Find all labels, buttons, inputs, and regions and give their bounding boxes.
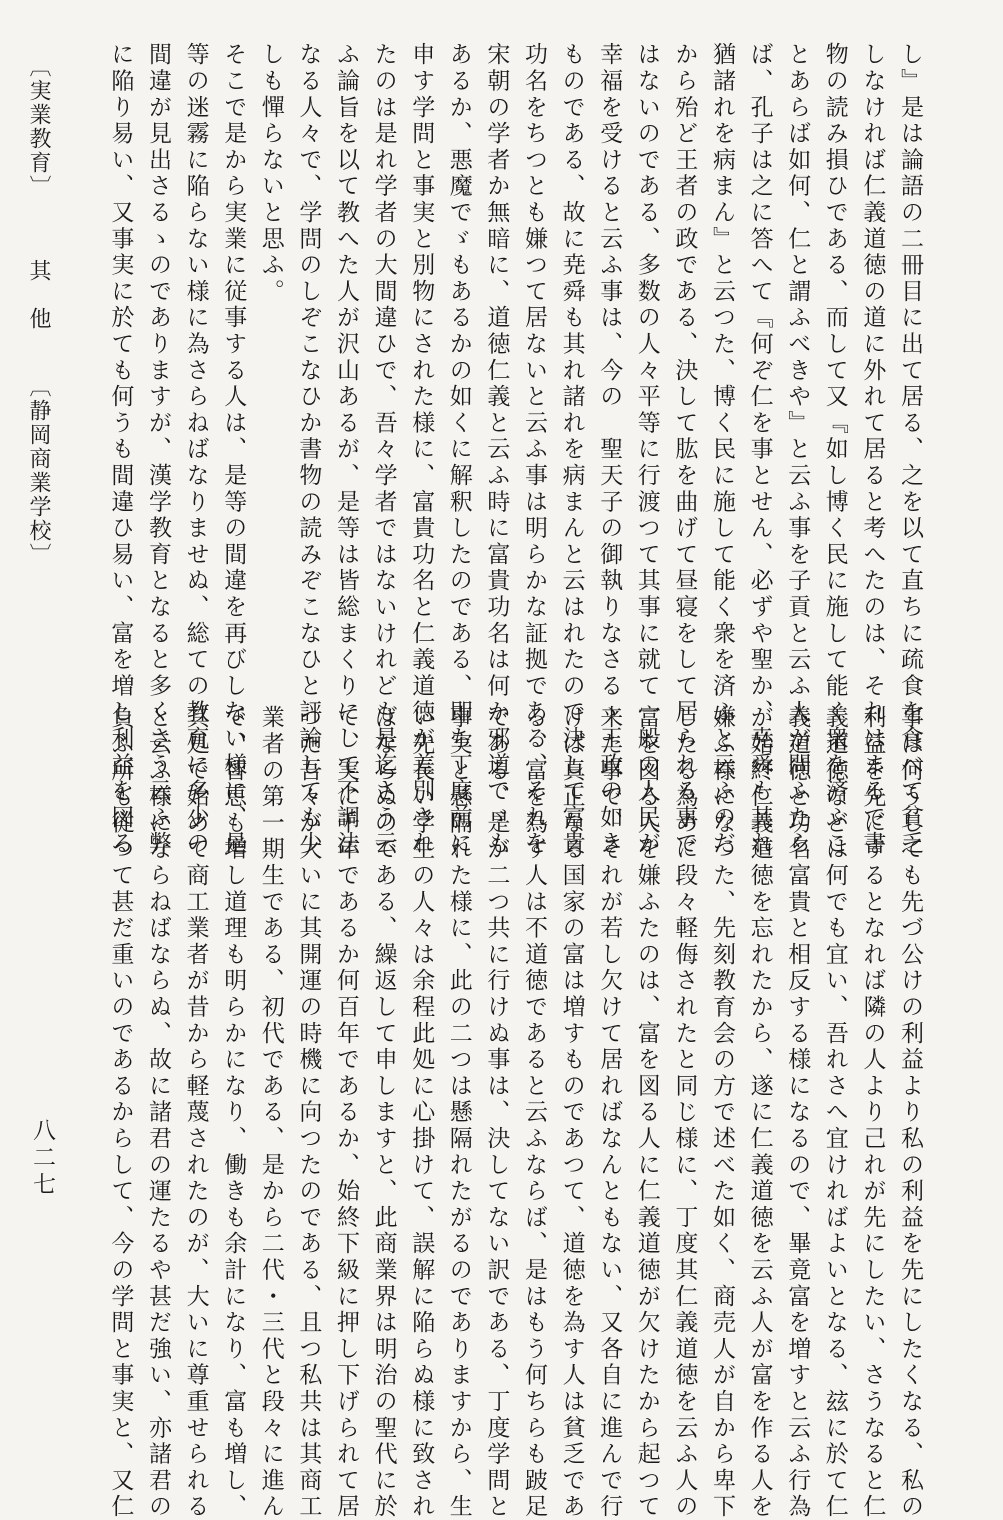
text-column: で、智恵も増し道理も明らかになり、働きも余計になり、富も増し、: [220, 705, 247, 1520]
page-number: 八二七: [29, 1118, 55, 1199]
text-column: 来た事で、それが若し欠けて居ればなんともない、又各自に進んで行: [596, 705, 623, 1520]
text-column: 間違が見出さるゝのでありますが、漢学教育となると多くさう云ふ弊: [145, 42, 171, 858]
text-column: ふ論旨を以て教へた人が沢山あるが、是等は皆総まくりにして不調法: [333, 42, 359, 858]
text-column: ばならぬのである、繰返して申しますと、此商業界は明治の聖代に於: [370, 705, 397, 1520]
text-column: なる人々で、学問のしぞこなひか書物の読みぞこなひと評論しても少: [295, 42, 322, 858]
text-column: が始終仁義道徳を忘れたから、遂に仁義道徳を云ふ人が富を作る人を: [746, 705, 773, 1520]
text-column: から殆ど王者の政である、決して肱を曲げて昼寝をして居られる事で: [671, 42, 698, 858]
text-column: 事実と懸隔れた様に、此の二つは懸隔れたがるのでありますから、生: [445, 705, 472, 1520]
text-column: 業者の第一期生である、初代である、是から二代・三代と段々に進ん: [257, 705, 284, 1520]
header-right: 〔静岡商業学校〕: [26, 375, 51, 567]
text-column: である、是が二つ共に行けぬ事は、決してない訳である、丁度学問と: [483, 705, 510, 1520]
page-header: [23, 55, 54, 567]
text-column: て、実に千年であるか何百年であるか、始終下級に押し下げられて居: [333, 705, 359, 1520]
text-column: 功名をちつとも嫌つて居ないと云ふ事は明らかな証拠である、それを: [521, 42, 547, 858]
text-column: ものである、故に尭舜も其れ諸れを病まんと云はれたので決して富貴: [558, 42, 585, 858]
text-column: 負ふ所も従つて甚だ重いのであるからして、今の学問と事実と、又仁: [107, 705, 134, 1520]
text-column: と云ふ様にならねばならぬ、故に諸君の運たるや甚だ強い、亦諸君の: [145, 705, 171, 1520]
text-column: 等の迷霧に陥らない様に為さらねばなりませぬ、総ての教育に多少の: [182, 42, 209, 858]
text-column: つた吾々が大いに其開運の時機に向つたのである、且つ私共は其商工: [295, 705, 322, 1520]
text-column: し』是は論語の二冊目に出て居る、之を以て直ちに疏食を食べて貧乏: [897, 42, 923, 858]
text-column: 義道徳などは何でも宜い、吾れさへ宜ければよいとなる、玆に於て仁: [821, 705, 848, 1520]
text-column: そこで是から実業に従事する人は、是等の間違を再びしない様に、是: [220, 42, 247, 858]
text-column: 物の読み損ひである、而して又『如し博く民に施して能く衆を済ふこ: [821, 42, 848, 858]
text-column: に陥り易い、又事実に於ても何うも間違ひ易い、富を増し利益を図る: [107, 42, 134, 858]
text-column: 利益を先にするとなれば隣の人より己れが先にしたい、さうなると仁: [859, 705, 886, 1520]
text-column: 宋朝の学者か無暗に、道徳仁義と云ふ時に富貴功名は何か邪道でゞも: [483, 42, 510, 858]
text-column: 申す学問と事実と別物にされた様に、富貴功名と仁義道徳が差別され: [408, 42, 435, 858]
text-column: しなければ仁義道徳の道に外れて居ると考へたのは、それはまるで書: [859, 42, 886, 858]
header-left: 〔実業教育〕: [26, 55, 51, 199]
text-column: したる為めに段々軽侮されたと同じ様に、丁度其仁義道徳を云ふ人の: [671, 705, 698, 1520]
text-column: 事は何うしても先づ公けの利益より私の利益を先にしたくなる、私の: [897, 705, 923, 1520]
text-column: はないのである、多数の人々平等に行渡つて其事に就て一般の人民が: [633, 42, 660, 858]
text-column: たのは是れ学者の大間違ひで、吾々学者ではないけれども是迄さう云: [370, 42, 397, 858]
text-column: しも憚らないと思ふ。: [257, 42, 284, 305]
text-column: 猶諸れを病まん』と云つた、博く民に施して能く衆を済ふと云ふのだ: [709, 42, 735, 858]
text-column: けば真正なる国家の富は増すものであつて、道徳を為す人は貧乏であ: [558, 705, 585, 1520]
text-column: あるか、悪魔でゞもあるかの如くに解釈したのである、即ち丁度前に: [445, 42, 472, 858]
text-column: 嫌ふ様になつた、先刻教育会の方で述べた如く、商売人が自から卑下: [709, 705, 735, 1520]
text-column: とあらば如何、仁と謂ふべきや』と云ふ事を子貢と云ふ人が問ふたら: [784, 42, 811, 858]
text-column: 幸福を受けると云ふ事は、今の 聖天子の御執りなさるゝ王政の如き: [596, 42, 623, 858]
text-column: 義道徳と功名富貴と相反する様になるので、畢竟富を増すと云ふ行為: [784, 705, 811, 1520]
text-column: 富を図る人を嫌ふたのは、富を図る人に仁義道徳が欠けたから起つて: [633, 705, 660, 1520]
text-column: る、富を為す人は不道徳であると云ふならば、是はもう何ちらも跛足: [521, 705, 547, 1520]
text-column: い先長い学生の人々は余程此処に心掛けて、誤解に陥らぬ様に致され: [408, 705, 435, 1520]
header-middle: 其 他: [26, 259, 51, 331]
text-column: ば、孔子は之に答へて『何ぞ仁を事とせん、必ずや聖か、尭舜も其れ: [746, 42, 773, 858]
text-column: 其処で始めて商工業者が昔から軽蔑されたのが、大いに尊重せられる: [182, 705, 209, 1520]
